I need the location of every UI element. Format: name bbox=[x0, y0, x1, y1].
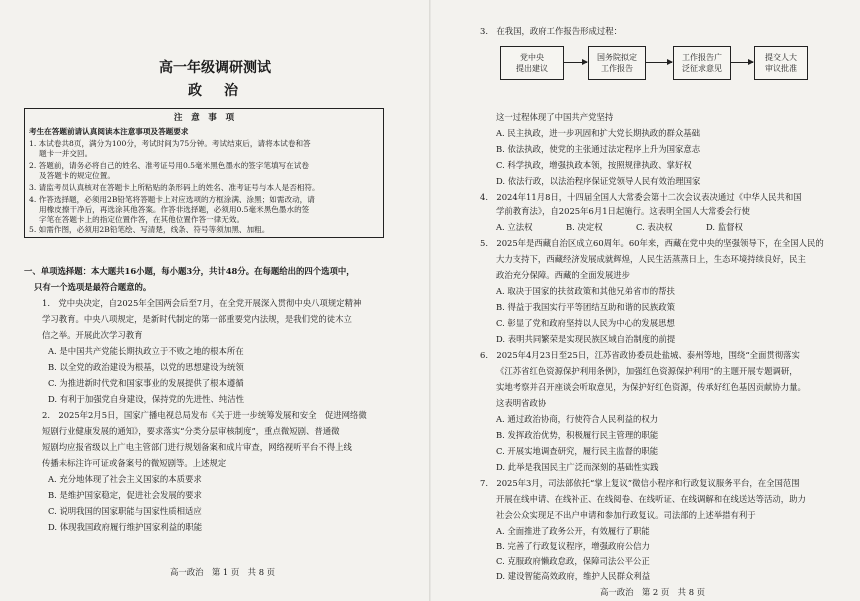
q4-option-c: C. 表决权 bbox=[636, 222, 673, 232]
q6-option-b: B. 发挥政治优势，积极履行民主管理的职能 bbox=[496, 430, 659, 440]
q6-option-a: A. 通过政治协商，行使符合人民利益的权力 bbox=[496, 414, 659, 424]
notice-line: 字笔在答题卡上的指定位置作答，在其他位置作答一律无效。 bbox=[29, 215, 245, 224]
q2-stem: 短剧均应报省级以上广电主管部门进行规划备案和成片审查，网络视听平台不得上线 bbox=[42, 442, 352, 452]
flow-step-text: 国务院拟定 bbox=[597, 53, 637, 62]
notice-line: 3. 请监考员认真核对在答题卡上所粘贴的条形码上的姓名、准考证号与本人是否相符。 bbox=[29, 183, 320, 192]
notice-heading: 注 意 事 项 bbox=[173, 113, 235, 123]
page-2 bbox=[430, 0, 860, 601]
q5-option-a: A. 取决于国家的扶贫政策和其他兄弟省市的帮扶 bbox=[496, 286, 675, 296]
flow-step-text: 提出建议 bbox=[516, 64, 548, 73]
exam-title: 高一年级调研测试 bbox=[159, 60, 271, 76]
flow-arrow bbox=[563, 62, 587, 63]
q7-option-d: D. 建设智能高效政府，维护人民群众利益 bbox=[496, 571, 651, 581]
q3-option-a: A. 民主执政，进一步巩固和扩大党长期执政的群众基础 bbox=[496, 128, 700, 138]
q2-stem: 传播未标注许可证或备案号的微短剧等。上述规定 bbox=[42, 458, 227, 468]
q1-option-a: A. 是中国共产党能长期执政立于不败之地的根本所在 bbox=[48, 346, 244, 356]
notice-line: 4. 作答选择题，必须用2B铅笔将答题卡上对应选项的方框涂满、涂黑；如需改动，请 bbox=[29, 195, 315, 204]
q1-option-b: B. 以全党的政治建设为根基，以党的思想建设为统领 bbox=[48, 362, 244, 372]
flow-step-text: 工作报告广 bbox=[682, 53, 722, 62]
q2-option-c: C. 说明我国的国家职能与国家性质相适应 bbox=[48, 506, 202, 516]
q3-stem-cont: 这一过程体现了中国共产党坚持 bbox=[496, 112, 614, 122]
flow-arrow bbox=[730, 62, 753, 63]
q5-option-b: B. 得益于我国实行平等团结互助和谐的民族政策 bbox=[496, 302, 675, 312]
notice-line: 题卡一并交回。 bbox=[29, 149, 93, 158]
section-heading: 一、单项选择题：本大题共16小题，每小题3分，共计48分。在每题给出的四个选项中， bbox=[24, 266, 355, 276]
q5-option-d: D. 表明共同繁荣是实现民族区域自治制度的前提 bbox=[496, 334, 676, 344]
flow-arrow bbox=[645, 62, 672, 63]
q3-option-d: D. 依法行政，以法治程序保证党领导人民有效治理国家 bbox=[496, 176, 701, 186]
q6-option-d: D. 此举是我国民主广泛而深刻的基础性实践 bbox=[496, 462, 659, 472]
q7-stem: 开展在线申请、在线补正、在线阅卷、在线听证、在线调解和在线送达等活动，助力 bbox=[496, 494, 806, 504]
q1-option-c: C. 为推进新时代党和国家事业的发展提供了根本遵循 bbox=[48, 378, 244, 388]
q4-option-b: B. 决定权 bbox=[566, 222, 603, 232]
notice-line: 用橡皮擦干净后，再选涂其他答案。作答非选择题，必须用0.5毫米黑色墨水的签 bbox=[29, 205, 310, 214]
q1-stem: 1. 党中央决定，自2025年全国两会后至7月，在全党开展深入贯彻中央八项规定精神 bbox=[42, 298, 362, 308]
q6-option-c: C. 开展实地调查研究，履行民主监督的职能 bbox=[496, 446, 659, 456]
q4-stem: 4. 2024年11月8日，十四届全国人大常委会第十二次会议表决通过《中华人民共和国 bbox=[480, 192, 802, 202]
q5-stem: 政治充分保障。西藏的全面发展进步 bbox=[496, 270, 630, 280]
q7-option-a: A. 全面推进了政务公开，有效履行了职能 bbox=[496, 526, 650, 536]
flow-step-text: 工作报告 bbox=[601, 64, 633, 73]
q7-stem: 社会公众实现足不出户申请和参加行政复议。司法部的上述举措有利于 bbox=[496, 510, 756, 520]
subject-title: 政 治 bbox=[188, 83, 242, 99]
flow-step-text: 泛征求意见 bbox=[682, 64, 722, 73]
q6-stem: 实地考察并召开座谈会听取意见，为保护好红色资源，传承好红色基因贡献协力量。 bbox=[496, 382, 806, 392]
q5-stem: 大力支持下，西藏经济发展成就辉煌，人民生活蒸蒸日上，生态环境持续良好，民主 bbox=[496, 254, 806, 264]
q5-stem: 5. 2025年是西藏自治区成立60周年。60年来，西藏在党中央的坚强领导下，在全国人民的 bbox=[480, 238, 824, 248]
section-heading-cont: 只有一个选项是最符合题意的。 bbox=[34, 282, 152, 292]
notice-box bbox=[24, 108, 384, 238]
q1-option-d: D. 有利于加强党自身建设，保持党的先进性、纯洁性 bbox=[48, 394, 244, 404]
q3-option-c: C. 科学执政，增强执政本领，按照规律执政、掌好权 bbox=[496, 160, 692, 170]
q2-option-b: B. 是维护国家稳定，促进社会发展的要求 bbox=[48, 490, 202, 500]
q4-stem: 学前教育法》，自2025年6月1日起施行。这表明全国人大常委会行使 bbox=[496, 206, 750, 216]
flow-step-text: 审议批准 bbox=[765, 64, 797, 73]
notice-intro: 考生在答题前请认真阅读本注意事项及答题要求 bbox=[29, 127, 189, 136]
notice-line: 5. 如需作图，必须用2B铅笔绘、写清楚，线条、符号等须加黑、加粗。 bbox=[29, 225, 270, 234]
notice-line: 及答题卡的规定位置。 bbox=[29, 171, 115, 180]
q2-option-a: A. 充分地体现了社会主义国家的本质要求 bbox=[48, 474, 202, 484]
flow-step-2 bbox=[588, 46, 646, 80]
q5-option-c: C. 彰显了党和政府坚持以人民为中心的发展思想 bbox=[496, 318, 675, 328]
q1-stem: 信之举。开展此次学习教育 bbox=[42, 330, 143, 340]
flow-step-3 bbox=[673, 46, 731, 80]
q6-stem: 《江苏省红色资源保护利用条例》，加强红色资源保护利用”的主题开展专题调研， bbox=[496, 366, 798, 376]
q7-stem: 7. 2025年3月，司法部依托“掌上复议”微信小程序和行政复议服务平台，在全国范围 bbox=[480, 478, 800, 488]
q7-option-c: C. 克服政府懒政怠政，保障司法公平公正 bbox=[496, 556, 650, 566]
q4-option-d: D. 监督权 bbox=[706, 222, 743, 232]
notice-line: 1. 本试卷共8页，满分为100分，考试时间为75分钟。考试结束后，请将本试卷和答 bbox=[29, 139, 311, 148]
flow-step-text: 党中央 bbox=[520, 53, 544, 62]
page-footer: 高一政治 第 2 页 共 8 页 bbox=[600, 587, 706, 597]
q3-stem: 3. 在我国，政府工作报告形成过程： bbox=[480, 26, 622, 36]
notice-line: 2. 答题前，请务必将自己的姓名、准考证号用0.5毫米黑色墨水的签字笔填写在试卷 bbox=[29, 161, 309, 170]
q6-stem: 这表明省政协 bbox=[496, 398, 547, 408]
q4-option-a: A. 立法权 bbox=[496, 222, 533, 232]
q2-option-d: D. 体现我国政府履行维护国家利益的职能 bbox=[48, 522, 203, 532]
q1-stem: 学习教育。中央八项规定，是新时代制定的第一部重要党内法规，是我们党的徒木立 bbox=[42, 314, 352, 324]
flow-step-4 bbox=[754, 46, 808, 80]
q2-stem: 短剧行业健康发展的通知》，要求落实“分类分层审核制度”，重点微短剧、普通微 bbox=[42, 426, 340, 436]
page-footer: 高一政治 第 1 页 共 8 页 bbox=[170, 567, 276, 577]
flow-step-1 bbox=[500, 46, 564, 80]
q6-stem: 6. 2025年4月23日至25日，江苏省政协委员赴盐城、泰州等地，围绕“全面贯彻落实 bbox=[480, 350, 800, 360]
q7-option-b: B. 完善了行政复议程序，增强政府公信力 bbox=[496, 541, 650, 551]
q2-stem: 2. 2025年2月5日，国家广播电视总局发布《关于进一步统筹发展和安全 促进网络微 bbox=[42, 410, 367, 420]
flow-step-text: 提交人大 bbox=[765, 53, 797, 62]
q3-option-b: B. 依法执政，使党的主张通过法定程序上升为国家意志 bbox=[496, 144, 701, 154]
